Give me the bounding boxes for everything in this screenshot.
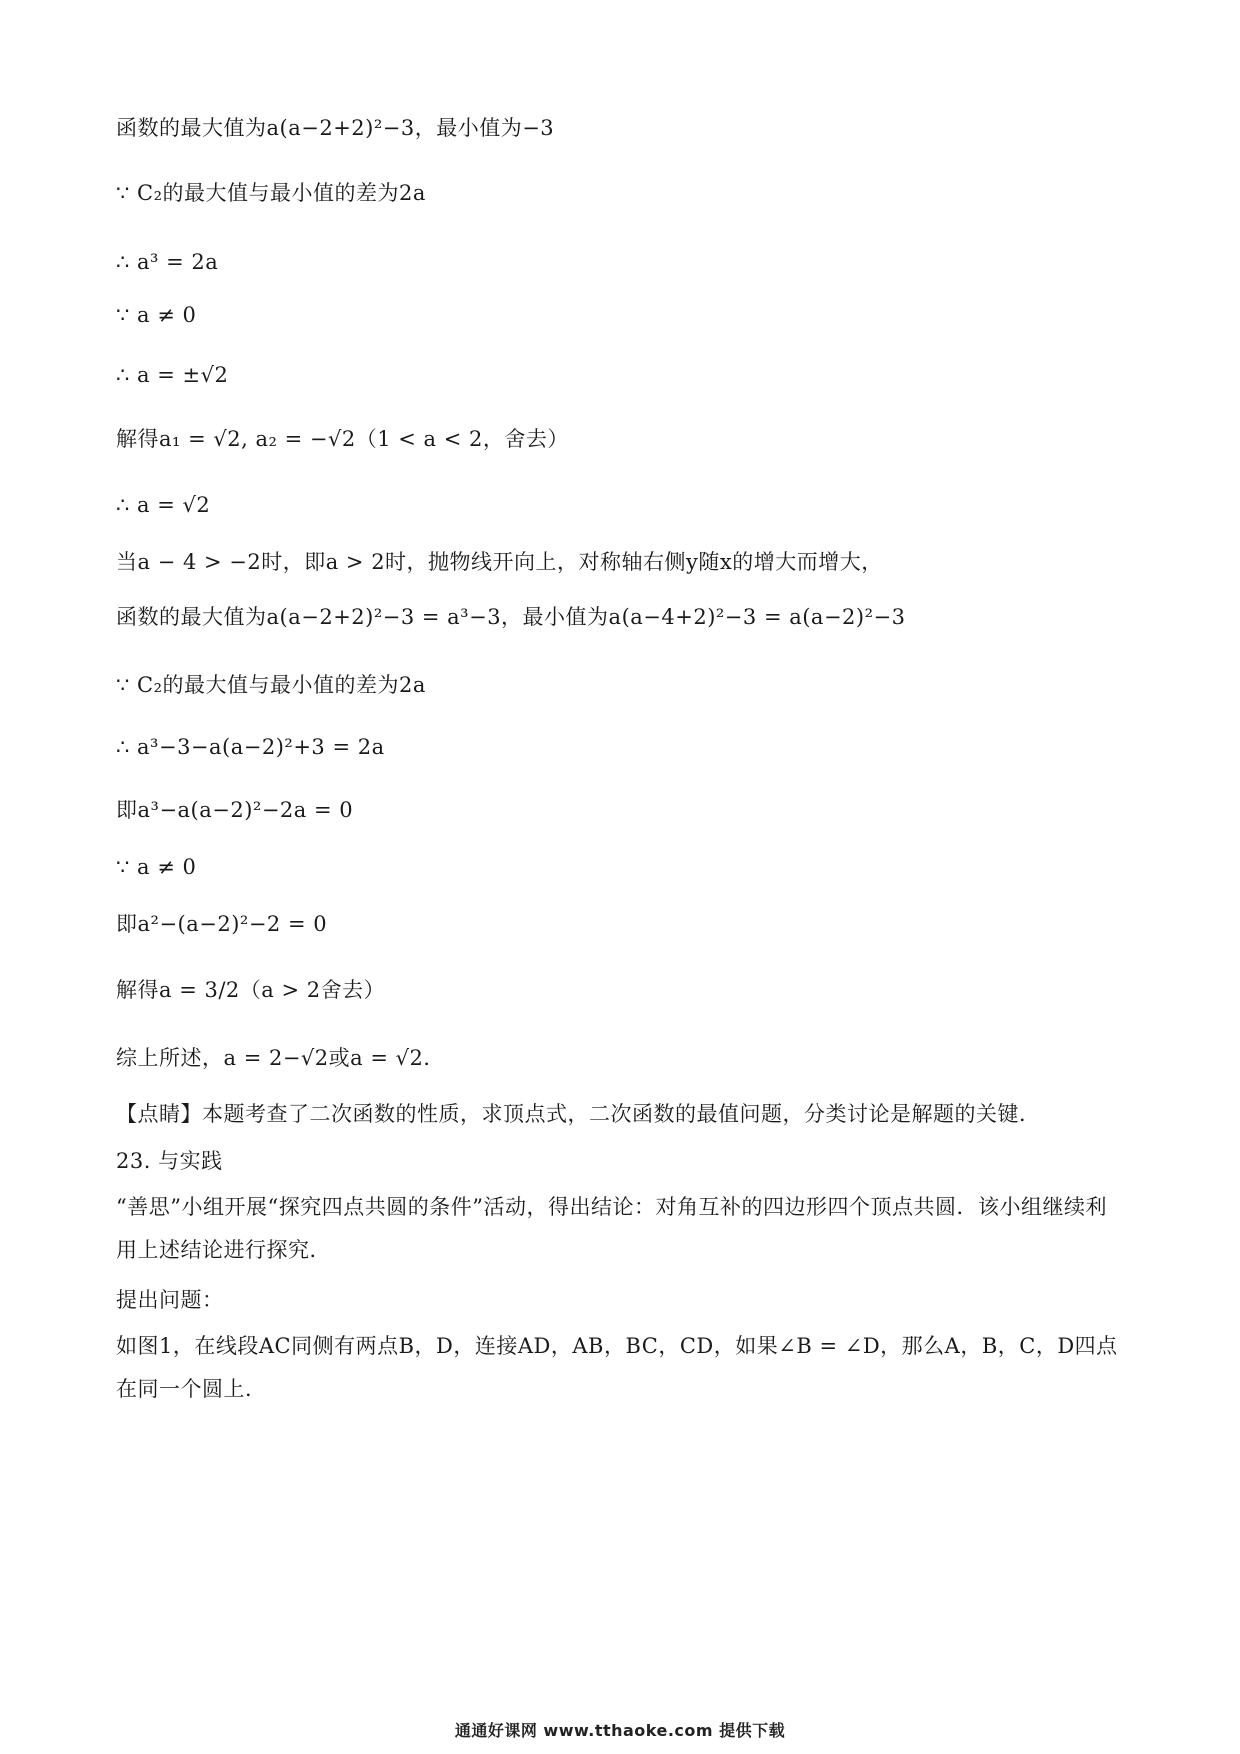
text-line-6: 解得a₁ = √2, a₂ = −√2（1 < a < 2，舍去） (116, 427, 569, 451)
section-heading-23: 23. 与实践 (116, 1149, 223, 1173)
text-line-2: ∵ C₂的最大值与最小值的差为2a (116, 181, 426, 205)
text-line-9: 函数的最大值为a(a−2+2)²−3 = a³−3，最小值为a(a−4+2)²−3 = a(a−2)²−3 (116, 605, 906, 629)
text-line-12: 即a³−a(a−2)²−2a = 0 (116, 798, 354, 822)
paragraph-figure-1: 如图1，在线段AC同侧有两点B，D，连接AD，AB，BC，CD，如果∠B = ∠D，那么A，B，C，D四点在同一个圆上． (116, 1334, 1118, 1401)
text-line-13: ∵ a ≠ 0 (116, 855, 197, 879)
text-line-7: ∴ a = √2 (116, 493, 211, 517)
text-line-question-label: 提出问题： (116, 1288, 224, 1312)
text-line-3: ∴ a³ = 2a (116, 250, 219, 274)
text-line-8: 当a − 4 > −2时，即a > 2时，抛物线开向上，对称轴右侧y随x的增大而增大， (116, 550, 883, 574)
text-line-5: ∴ a = ±√2 (116, 363, 229, 387)
text-line-17: 【点睛】本题考查了二次函数的性质，求顶点式，二次函数的最值问题，分类讨论是解题的关键． (116, 1102, 1041, 1126)
text-line-4: ∵ a ≠ 0 (116, 303, 197, 327)
text-line-1: 函数的最大值为a(a−2+2)²−3，最小值为−3 (116, 116, 555, 140)
text-line-16: 综上所述，a = 2−√2或a = √2． (116, 1046, 445, 1070)
page-footer: 通通好课网 www.tthaoke.com 提供下载 (454, 1721, 786, 1740)
paragraph-intro: “善思”小组开展“探究四点共圆的条件”活动，得出结论：对角互补的四边形四个顶点共圆．该小组继续利用上述结论进行探究． (116, 1195, 1107, 1262)
text-line-14: 即a²−(a−2)²−2 = 0 (116, 912, 328, 936)
text-line-11: ∴ a³−3−a(a−2)²+3 = 2a (116, 735, 385, 759)
text-line-15: 解得a = 3/2（a > 2舍去） (116, 978, 386, 1002)
text-line-10: ∵ C₂的最大值与最小值的差为2a (116, 673, 426, 697)
